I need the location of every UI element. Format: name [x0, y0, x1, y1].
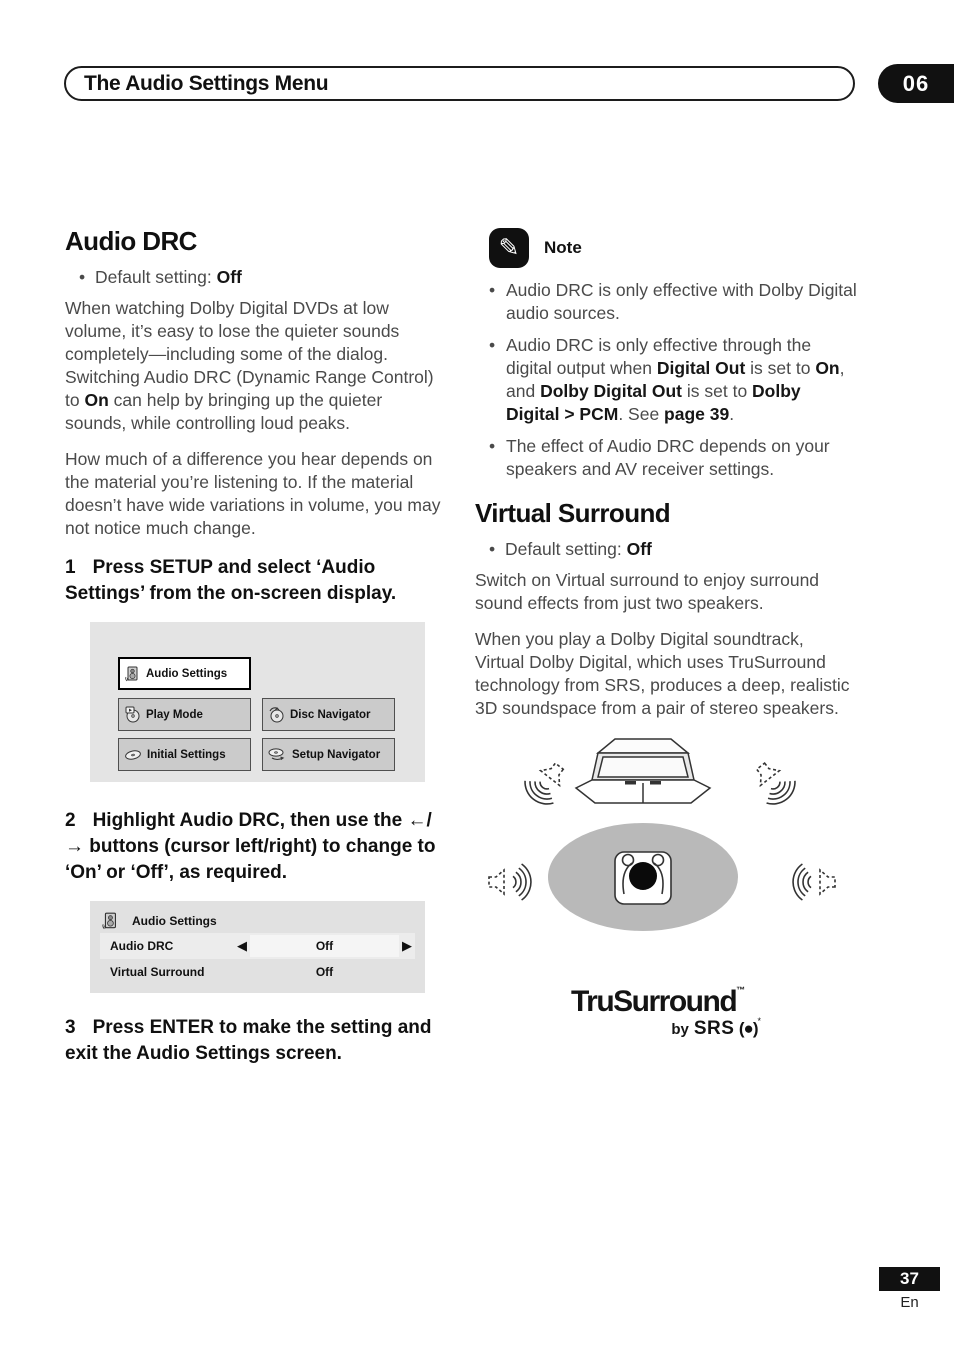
chapter-header-bar — [64, 66, 855, 101]
listener — [615, 852, 671, 904]
setting-label: Audio DRC — [110, 939, 174, 953]
menu-button-setup-navigator — [262, 738, 395, 771]
chapter-number: 06 — [902, 70, 930, 96]
default-setting-text: Default setting: Off — [505, 539, 652, 559]
note-item — [489, 435, 857, 481]
page-language: En — [900, 1294, 919, 1311]
menu-button-play-mode — [118, 698, 251, 731]
note-item-text: The effect of Audio DRC depends on your speakers and AV receiver settings. — [506, 436, 830, 479]
page-number: 37 — [900, 1269, 919, 1288]
audio-drc-heading: Audio DRC — [65, 226, 197, 256]
speaker-icon — [102, 911, 120, 931]
cursor-right-icon: ▶ — [402, 938, 412, 953]
asterisk: * — [757, 1016, 761, 1026]
note-item — [489, 279, 857, 325]
step-3-number: 3 — [65, 1017, 76, 1038]
right-column — [475, 226, 857, 1040]
note-list — [489, 279, 857, 481]
trademark-symbol: ™ — [736, 985, 746, 995]
menu-button-label: Setup Navigator — [292, 748, 381, 761]
trusurround-logo — [571, 985, 761, 1040]
pencil-note-icon: ✎ — [489, 228, 529, 268]
step-1 — [65, 555, 445, 607]
setup-navigator-icon — [268, 747, 287, 762]
step-1-text: Press SETUP and select ‘Audio Settings’ from the on-screen display. — [65, 557, 397, 604]
srs-byline — [571, 1016, 761, 1040]
chapter-title: The Audio Settings Menu — [84, 71, 329, 95]
step-2-text: Highlight Audio DRC, then use the ←/→ buttons (cursor left/right) to change to ‘On’ or ‘Off’, as required. — [65, 810, 436, 883]
menu-button-label: Disc Navigator — [290, 708, 371, 721]
setting-value: Off — [315, 965, 334, 979]
front-left-speaker-waves — [519, 755, 573, 810]
default-setting-line — [489, 538, 857, 561]
virtual-surround-heading: Virtual Surround — [475, 498, 671, 528]
step-3 — [65, 1015, 445, 1067]
setting-value: Off — [250, 935, 399, 957]
audio-drc-paragraph-2: How much of a difference you hear depends on the material you’re listening to. If the material doesn’t have wide variations in volume, you may not notice much change. — [65, 449, 441, 538]
virtual-surround-illustration — [475, 736, 857, 969]
initial-settings-icon — [124, 748, 142, 762]
virtual-left-speaker-waves — [489, 864, 531, 900]
page-number-box — [879, 1267, 940, 1291]
bullet-icon: • — [489, 436, 496, 456]
bullet-icon: • — [79, 267, 86, 287]
step-3-text: Press ENTER to make the setting and exit the Audio Settings screen. — [65, 1017, 432, 1064]
virtual-right-speaker-waves — [793, 864, 835, 900]
menu-button-initial-settings — [118, 738, 251, 771]
note-item-text: Audio DRC is only effective with Dolby Digital audio sources. — [506, 280, 857, 323]
default-setting-text: Default setting: Off — [95, 267, 242, 287]
trusurround-wordmark: TruSurround™ — [571, 985, 746, 1018]
audio-settings-screen-header — [102, 909, 415, 933]
byline-by: by — [671, 1021, 689, 1038]
audio-drc-paragraph-1: When watching Dolby Digital DVDs at low volume, it’s easy to lose the quieter sounds completely—including some of the dialog. Switching Audio DRC (Dynamic Range Control) to On can help by bringing up the quieter sounds, while controlling loud peaks. — [65, 298, 434, 433]
play-mode-icon — [124, 706, 141, 723]
audio-settings-screen-title: Audio Settings — [132, 914, 217, 928]
disc-navigator-icon — [268, 706, 285, 723]
speaker-icon — [125, 665, 141, 683]
default-setting-line — [79, 266, 445, 289]
menu-button-audio-settings — [118, 657, 251, 690]
setting-row-virtual-surround — [100, 959, 415, 985]
step-2 — [65, 808, 445, 886]
note-title: Note — [544, 238, 582, 257]
menu-button-disc-navigator — [262, 698, 395, 731]
television — [576, 739, 710, 803]
setup-menu-screenshot — [90, 622, 425, 782]
menu-button-label: Play Mode — [146, 708, 203, 721]
note-item — [489, 334, 857, 426]
step-1-number: 1 — [65, 557, 76, 578]
menu-button-label: Audio Settings — [146, 667, 228, 680]
setting-row-audio-drc — [100, 933, 415, 959]
srs-wordmark: SRS — [693, 1018, 735, 1039]
cursor-left-icon: ◀ — [237, 938, 247, 953]
virtual-surround-paragraph-1: Switch on Virtual surround to enjoy surround sound effects from just two speakers. — [475, 570, 820, 613]
bullet-icon: • — [489, 335, 496, 355]
srs-circle-icon: (●) — [738, 1019, 758, 1038]
bullet-icon: • — [489, 280, 496, 300]
bullet-icon: • — [489, 539, 496, 559]
note-item-text: Audio DRC is only effective through the digital output when Digital Out is set to On, and Dolby Digital Out is set to Dolby Digital > PCM. See page 39. — [506, 335, 845, 424]
setting-label: Virtual Surround — [110, 965, 205, 979]
menu-button-label: Initial Settings — [147, 748, 226, 761]
note-header — [489, 228, 857, 268]
chapter-number-badge — [878, 64, 954, 103]
left-column — [65, 226, 445, 1082]
virtual-surround-paragraph-2: When you play a Dolby Digital soundtrack, Virtual Dolby Digital, which uses TruSurround technology from SRS, produces a deep, realistic 3D soundspace from a pair of stereo speakers. — [475, 629, 850, 718]
front-right-speaker-waves — [747, 755, 801, 810]
step-2-number: 2 — [65, 810, 76, 831]
audio-settings-screenshot — [90, 901, 425, 993]
